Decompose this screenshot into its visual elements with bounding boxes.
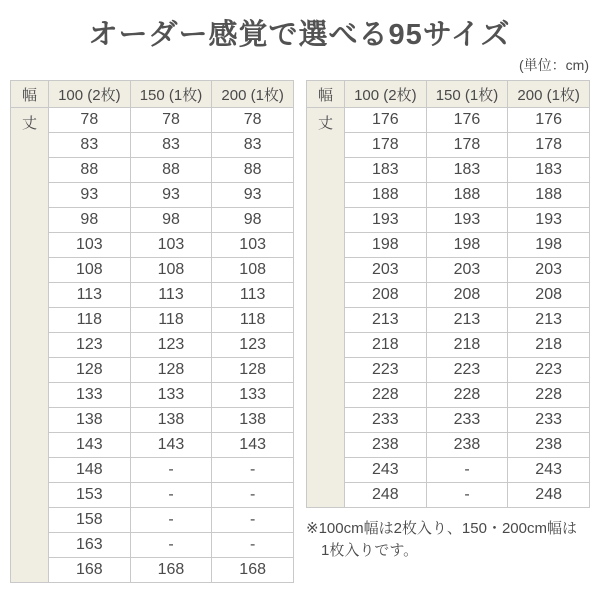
value-cell: 78: [49, 108, 131, 133]
column-header-cell: 100 (2枚): [345, 81, 427, 108]
value-cell: 143: [212, 433, 294, 458]
value-cell: -: [426, 483, 508, 508]
value-cell: 243: [508, 458, 590, 483]
value-cell: 238: [508, 433, 590, 458]
value-cell: 203: [508, 258, 590, 283]
value-cell: 176: [426, 108, 508, 133]
value-cell: 228: [426, 383, 508, 408]
value-cell: 103: [49, 233, 131, 258]
value-cell: 178: [426, 133, 508, 158]
value-cell: 138: [130, 408, 212, 433]
value-cell: 133: [49, 383, 131, 408]
table-row: [11, 483, 294, 508]
value-cell: -: [212, 533, 294, 558]
value-cell: 123: [212, 333, 294, 358]
value-cell: 123: [49, 333, 131, 358]
value-cell: 228: [508, 383, 590, 408]
table-row: [307, 158, 590, 183]
table-row: [307, 308, 590, 333]
value-cell: 128: [49, 358, 131, 383]
page-title: オーダー感覚で選べる95サイズ: [88, 19, 511, 51]
value-cell: 148: [49, 458, 131, 483]
table-row: [11, 408, 294, 433]
value-cell: 118: [130, 308, 212, 333]
value-cell: 93: [49, 183, 131, 208]
size-table-left-container: [10, 80, 294, 583]
value-cell: 233: [345, 408, 427, 433]
value-cell: 183: [345, 158, 427, 183]
value-cell: 138: [212, 408, 294, 433]
value-cell: 168: [212, 558, 294, 583]
value-cell: 188: [345, 183, 427, 208]
unit-label: (単位：cm): [519, 57, 589, 73]
value-cell: 88: [49, 158, 131, 183]
value-cell: 198: [426, 233, 508, 258]
value-cell: 208: [345, 283, 427, 308]
table-row: [307, 183, 590, 208]
table-row: [307, 208, 590, 233]
table-row: [307, 108, 590, 133]
table-row: [11, 283, 294, 308]
footnote-line-2: 1枚入りです。: [321, 542, 419, 559]
value-cell: 93: [130, 183, 212, 208]
value-cell: 198: [508, 233, 590, 258]
value-cell: 218: [508, 333, 590, 358]
value-cell: 143: [130, 433, 212, 458]
table-header-row: [11, 81, 294, 108]
table-row: [11, 508, 294, 533]
value-cell: 108: [212, 258, 294, 283]
value-cell: 158: [49, 508, 131, 533]
value-cell: 208: [508, 283, 590, 308]
table-row: [11, 183, 294, 208]
value-cell: 248: [345, 483, 427, 508]
table-row: [307, 458, 590, 483]
value-cell: 108: [130, 258, 212, 283]
table-row: [307, 408, 590, 433]
value-cell: 176: [345, 108, 427, 133]
table-row: [11, 433, 294, 458]
value-cell: 183: [508, 158, 590, 183]
table-row: [11, 333, 294, 358]
value-cell: 193: [508, 208, 590, 233]
value-cell: 238: [426, 433, 508, 458]
value-cell: 83: [49, 133, 131, 158]
value-cell: -: [130, 533, 212, 558]
table-row: [11, 558, 294, 583]
table-row: [11, 258, 294, 283]
value-cell: 128: [212, 358, 294, 383]
value-cell: 223: [345, 358, 427, 383]
value-cell: 98: [130, 208, 212, 233]
value-cell: -: [212, 458, 294, 483]
value-cell: 98: [212, 208, 294, 233]
size-table-left: [10, 80, 294, 583]
value-cell: 183: [426, 158, 508, 183]
value-cell: 188: [508, 183, 590, 208]
column-header-cell: 150 (1枚): [426, 81, 508, 108]
length-header-cell: 丈: [11, 108, 49, 583]
table-row: [11, 308, 294, 333]
column-header-cell: 200 (1枚): [212, 81, 294, 108]
value-cell: 143: [49, 433, 131, 458]
value-cell: 228: [345, 383, 427, 408]
value-cell: 88: [130, 158, 212, 183]
table-header-row: [307, 81, 590, 108]
value-cell: 78: [212, 108, 294, 133]
value-cell: -: [426, 458, 508, 483]
value-cell: 113: [212, 283, 294, 308]
value-cell: 223: [508, 358, 590, 383]
value-cell: 218: [426, 333, 508, 358]
value-cell: -: [130, 508, 212, 533]
table-row: [307, 258, 590, 283]
length-header-cell: 丈: [307, 108, 345, 508]
value-cell: 223: [426, 358, 508, 383]
value-cell: 103: [130, 233, 212, 258]
column-header-cell: 100 (2枚): [49, 81, 131, 108]
table-row: [11, 158, 294, 183]
value-cell: 83: [212, 133, 294, 158]
value-cell: 168: [49, 558, 131, 583]
value-cell: 248: [508, 483, 590, 508]
table-row: [11, 108, 294, 133]
footnote: [306, 518, 590, 562]
value-cell: 133: [212, 383, 294, 408]
size-table-right: [306, 80, 590, 508]
value-cell: 198: [345, 233, 427, 258]
table-row: [11, 233, 294, 258]
value-cell: 88: [212, 158, 294, 183]
column-header-cell: 150 (1枚): [130, 81, 212, 108]
value-cell: 118: [212, 308, 294, 333]
value-cell: 163: [49, 533, 131, 558]
table-row: [307, 383, 590, 408]
value-cell: 93: [212, 183, 294, 208]
table-row: [11, 358, 294, 383]
table-row: [11, 208, 294, 233]
value-cell: -: [212, 483, 294, 508]
value-cell: 243: [345, 458, 427, 483]
table-row: [11, 458, 294, 483]
value-cell: 168: [130, 558, 212, 583]
value-cell: 133: [130, 383, 212, 408]
value-cell: 178: [508, 133, 590, 158]
width-header-cell: 幅: [307, 81, 345, 108]
value-cell: 213: [345, 308, 427, 333]
value-cell: 113: [130, 283, 212, 308]
value-cell: 188: [426, 183, 508, 208]
value-cell: 123: [130, 333, 212, 358]
value-cell: 78: [130, 108, 212, 133]
value-cell: -: [212, 508, 294, 533]
value-cell: 138: [49, 408, 131, 433]
value-cell: 83: [130, 133, 212, 158]
value-cell: -: [130, 483, 212, 508]
value-cell: 153: [49, 483, 131, 508]
value-cell: 213: [508, 308, 590, 333]
value-cell: 103: [212, 233, 294, 258]
size-tables-row: [10, 80, 589, 583]
value-cell: 176: [508, 108, 590, 133]
value-cell: 233: [426, 408, 508, 433]
value-cell: 218: [345, 333, 427, 358]
value-cell: 203: [345, 258, 427, 283]
table-row: [11, 133, 294, 158]
table-row: [307, 333, 590, 358]
table-row: [307, 133, 590, 158]
size-table-right-container: [306, 80, 590, 562]
footnote-line-1: ※100cm幅は2枚入り、150・200cm幅は: [306, 520, 577, 537]
value-cell: 118: [49, 308, 131, 333]
value-cell: 213: [426, 308, 508, 333]
value-cell: 178: [345, 133, 427, 158]
value-cell: -: [130, 458, 212, 483]
table-row: [307, 433, 590, 458]
width-header-cell: 幅: [11, 81, 49, 108]
value-cell: 208: [426, 283, 508, 308]
column-header-cell: 200 (1枚): [508, 81, 590, 108]
value-cell: 128: [130, 358, 212, 383]
table-row: [11, 533, 294, 558]
table-row: [307, 233, 590, 258]
value-cell: 233: [508, 408, 590, 433]
table-row: [11, 383, 294, 408]
value-cell: 203: [426, 258, 508, 283]
value-cell: 113: [49, 283, 131, 308]
table-row: [307, 283, 590, 308]
table-row: [307, 358, 590, 383]
table-row: [307, 483, 590, 508]
value-cell: 193: [426, 208, 508, 233]
value-cell: 98: [49, 208, 131, 233]
value-cell: 108: [49, 258, 131, 283]
value-cell: 193: [345, 208, 427, 233]
value-cell: 238: [345, 433, 427, 458]
